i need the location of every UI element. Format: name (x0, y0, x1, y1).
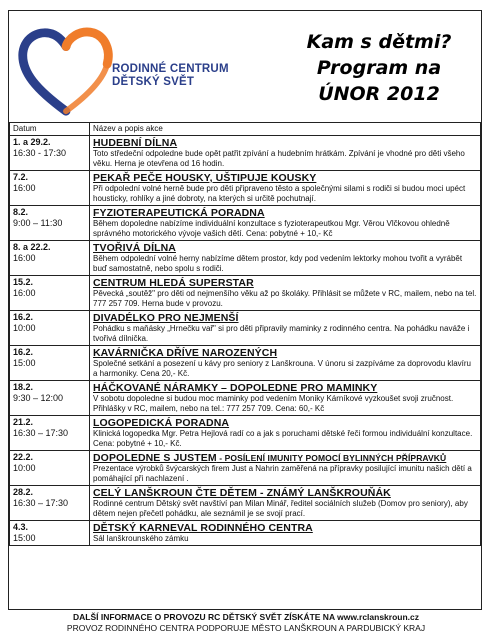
event-cell (90, 171, 481, 206)
header (9, 11, 481, 122)
heart-logo-icon (17, 25, 115, 119)
event-title: FYZIOTERAPEUTICKÁ PORADNA (93, 207, 265, 219)
event-title-line (93, 452, 477, 464)
program-sheet (8, 10, 482, 610)
event-description: Sál lanškrounského zámku (93, 534, 189, 543)
footer-support: PROVOZ RODINNÉHO CENTRA PODPORUJE MĚSTO LANŠKROUN A PARDUBICKÝ KRAJ (66, 623, 426, 633)
event-title-line (93, 172, 477, 184)
event-time: 16:30 - 17:30 (13, 148, 67, 158)
event-cell (90, 241, 481, 276)
event-time: 15:00 (13, 533, 36, 543)
event-time: 10:00 (13, 463, 36, 473)
event-description: Rodinné centrum Dětský svět navštíví pan Milan Minář, ředitel sociálních služeb (Domov pro seniory), aby dětem nejen přečetl pohádku, ale seznámil je se svojí prací. (93, 499, 468, 518)
table-row (10, 381, 481, 416)
event-date: 4.3. (13, 522, 29, 532)
event-title: CELÝ LANŠKROUN ČTE DĚTEM - ZNÁMÝ LANŠKROUŇÁK (93, 487, 391, 499)
event-title-line (93, 382, 477, 394)
page-title (279, 29, 479, 107)
event-subtitle: - POSÍLENÍ IMUNITY POMOCÍ BYLINNÝCH PŘÍPRAVKŮ (216, 453, 447, 463)
column-header-date: Datum (10, 123, 90, 136)
event-date: 21.2. (13, 417, 34, 427)
event-time: 16:30 – 17:30 (13, 498, 69, 508)
event-date: 18.2. (13, 382, 34, 392)
event-description: Pohádku s maňásky „Hrnečku vař" si pro děti připravily maminky z rodinného centra. Na pohádku naváže i tvořivá dílnička. (93, 324, 470, 343)
event-date-cell (10, 486, 90, 521)
table-row (10, 451, 481, 486)
event-cell (90, 136, 481, 171)
event-date: 8. a 22.2. (13, 242, 51, 252)
event-date: 28.2. (13, 487, 34, 497)
event-date: 7.2. (13, 172, 29, 182)
title-line-1: Kam s dětmi? (306, 31, 452, 53)
event-date: 15.2. (13, 277, 34, 287)
event-date-cell (10, 346, 90, 381)
event-date: 16.2. (13, 312, 34, 322)
table-row (10, 311, 481, 346)
event-title-line (93, 137, 477, 149)
event-cell (90, 486, 481, 521)
event-time: 16:00 (13, 288, 36, 298)
event-title: DIVADÉLKO PRO NEJMENŠÍ (93, 312, 239, 324)
program-table (9, 122, 481, 546)
event-description: Při odpolední volné herně bude pro děti připraveno těsto a společnými silami s rodiči si budou moci upéct housticky, rohlíky a jiné dobroty, na kterých si určitě pochutnají. (93, 184, 466, 203)
event-title: TVOŘIVÁ DÍLNA (93, 242, 176, 254)
event-time: 10:00 (13, 323, 36, 333)
event-time: 16:00 (13, 253, 36, 263)
event-date-cell (10, 206, 90, 241)
event-title-line (93, 417, 477, 429)
event-title: HUDEBNÍ DÍLNA (93, 137, 178, 149)
event-cell (90, 521, 481, 546)
event-title-line (93, 487, 477, 499)
event-date-cell (10, 241, 90, 276)
event-date: 22.2. (13, 452, 34, 462)
table-row (10, 346, 481, 381)
event-title-line (93, 347, 477, 359)
event-title: KAVÁRNIČKA DŘÍVE NAROZENÝCH (93, 347, 278, 359)
table-row (10, 521, 481, 546)
footer (0, 612, 492, 634)
event-time: 15:00 (13, 358, 36, 368)
footer-info: DALŠÍ INFORMACE O PROVOZU RC DĚTSKÝ SVĚT ZÍSKÁTE NA www.rclanskroun.cz (72, 612, 420, 622)
event-cell (90, 381, 481, 416)
event-cell (90, 451, 481, 486)
event-date-cell (10, 416, 90, 451)
table-row (10, 486, 481, 521)
table-row (10, 136, 481, 171)
event-title: LOGOPEDICKÁ PORADNA (93, 417, 230, 429)
event-title-line (93, 522, 477, 534)
table-row (10, 206, 481, 241)
event-date: 16.2. (13, 347, 34, 357)
title-line-3: ÚNOR 2012 (318, 83, 440, 105)
event-cell (90, 206, 481, 241)
table-row (10, 276, 481, 311)
event-date: 1. a 29.2. (13, 137, 51, 147)
event-title-line (93, 277, 477, 289)
logo-text (112, 63, 229, 89)
event-description: Klinická logopedka Mgr. Petra Hejlová radí co a jak s poruchami dětské řeči formou individuální konzultace. Cena: pobytné + 10,- Kč. (93, 429, 473, 448)
event-date-cell (10, 171, 90, 206)
event-date: 8.2. (13, 207, 29, 217)
event-title: PEKAŘ PEČE HOUSKY, UŠTIPUJE KOUSKY (93, 172, 317, 184)
event-title: CENTRUM HLEDÁ SUPERSTAR (93, 277, 254, 289)
title-line-2: Program na (316, 57, 442, 79)
column-header-event: Název a popis akce (90, 123, 481, 136)
event-title-line (93, 207, 477, 219)
event-description: Pěvecká „soutěž" pro děti od nejmenšího věku až po školáky. Přihlásit se můžete v RC, mailem, nebo na tel. 777 257 709. Herna bude v provozu. (93, 289, 477, 308)
event-date-cell (10, 311, 90, 346)
table-header-row (10, 123, 481, 136)
event-time: 9:30 – 12:00 (13, 393, 64, 403)
event-description: Během odpolední volné herny nabízíme dětem prostor, kdy pod vedením lektorky mohou tvořit a vyrábět buď samostatně, nebo spolu s rodiči. (93, 254, 463, 273)
event-cell (90, 311, 481, 346)
event-title: HÁČKOVANÉ NÁRAMKY – DOPOLEDNE PRO MAMINKY (93, 382, 378, 394)
event-description: Toto středeční odpoledne bude opět patřit zpívání a hudebním hrátkám. Zpívání je vhodné pro děti všeho věku. Herna je otevřena od 16 hodin. (93, 149, 465, 168)
event-title-line (93, 242, 477, 254)
event-date-cell (10, 521, 90, 546)
event-description: Společné setkání a posezení u kávy pro seniory z Lanškrouna. V únoru si zazpíváme za doprovodu klavíru a harmoniky. Cena 20,- Kč. (93, 359, 471, 378)
event-cell (90, 416, 481, 451)
event-time: 16:30 – 17:30 (13, 428, 69, 438)
table-row (10, 416, 481, 451)
event-date-cell (10, 451, 90, 486)
event-title: DĚTSKÝ KARNEVAL RODINNÉHO CENTRA (93, 522, 313, 534)
event-date-cell (10, 381, 90, 416)
event-description: Prezentace výrobků švýcarských firem Just a Nahrin zaměřená na přípravky posilující imunitu našich dětí a pomáhající při nachlazení . (93, 464, 472, 483)
event-cell (90, 346, 481, 381)
logo-line-2: DĚTSKÝ SVĚT (112, 76, 195, 88)
event-date-cell (10, 276, 90, 311)
table-row (10, 241, 481, 276)
event-description: Během dopoledne nabízíme individuální konzultace s fyzioterapeutkou Mgr. Věrou Vlčkovou ohledně správného motorického vývoje vašich dětí. Cena: pobytné + 10,- Kč (93, 219, 450, 238)
logo-line-1: RODINNÉ CENTRUM (112, 63, 229, 75)
event-time: 9:00 – 11:30 (13, 218, 63, 228)
event-time: 16:00 (13, 183, 36, 193)
event-date-cell (10, 136, 90, 171)
event-title-line (93, 312, 477, 324)
event-description: V sobotu dopoledne si budou moc maminky pod vedením Moniky Kárníkové vyzkoušet svoji zručnost. Přihlášky v RC, mailem, nebo na tel.: 777 257 709. Cena: 60,- Kč (93, 394, 454, 413)
event-title: DOPOLEDNE S JUSTEM (93, 452, 217, 464)
table-row (10, 171, 481, 206)
event-cell (90, 276, 481, 311)
